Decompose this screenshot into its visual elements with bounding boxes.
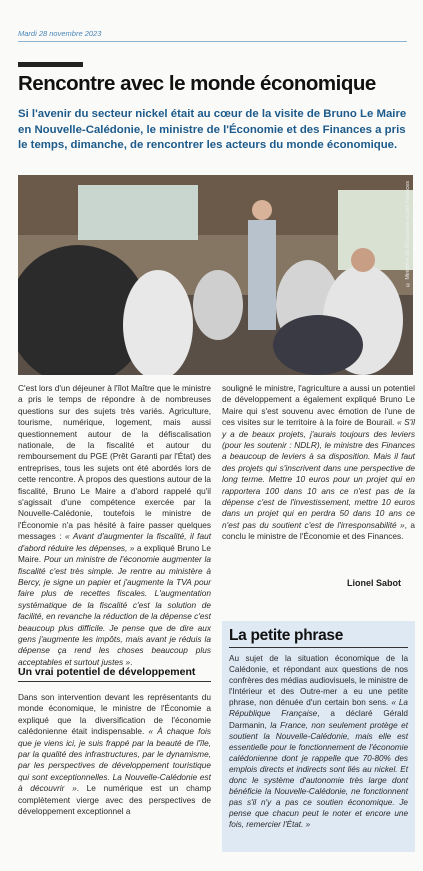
article-photo (18, 175, 413, 375)
box-text: , a déclaré Gérald Darmanin, (229, 709, 408, 730)
photo-credit: © Ministère de l'Économie et des Finances (405, 181, 411, 288)
issue-date: Mardi 28 novembre 2023 (18, 29, 102, 38)
box-quote: « La République Française (229, 698, 408, 719)
quote-text: « Avant d'augmenter la fiscalité, il faut d'abord réduire les dépenses, » (18, 531, 211, 553)
article-column-1 (18, 383, 211, 668)
box-quote: la France, non seulement protège et soutient la Nouvelle-Calédonie, mais elle est essentielle pour le fonctionnement de l'économie calédonienne dont je rappelle que 70-80% des emplois directs et indirects sont liés au nickel. Et donc le système d'autonomie très large dont bénéficie la Nouvelle-Calédonie, ne fonctionnent pas s'il n'y a pas ce soutien économique. Je pense que chacun peut le noter et encore une fois, remercier l'État. » (229, 720, 408, 830)
paragraph-text: Dans son intervention devant les représentants du monde économique, le ministre de l'Économie a expliqué que la diversification de l'économie calédonienne était indispensable. (18, 692, 211, 737)
column-2-paragraph (222, 383, 415, 543)
author-signature: Lionel Sabot (347, 578, 401, 588)
box-text: Au sujet de la situation économique de la Calédonie, et répondant aux questions de nos confrères des médias audiovisuels, le ministre de l'Intérieur et des Outre-mer a eu une petite phrase, non dénuée d'un certain bon sens. (229, 654, 408, 708)
sidebar-box-text (229, 653, 408, 831)
sidebar-box-title: La petite phrase (229, 627, 408, 648)
paragraph-text: . Le numérique est un champ complètement vierge avec des perspectives de développement exceptionnel a (18, 783, 211, 817)
quote-text: « À chaque fois que je viens ici, je suis frappé par la beauté de l'île, par la qualité des infrastructures, par le dynamisme, par les perspectives de développement touristique qui sont exceptionnelles. La Nouvelle-Calédonie est à découvrir » (18, 726, 211, 794)
article-title: Rencontre avec le monde économique (18, 72, 376, 95)
header-rule (18, 41, 407, 42)
article-column-2 (222, 383, 415, 543)
title-accent-bar (18, 62, 83, 67)
paragraph-text: . (130, 656, 133, 667)
paragraph-text: , a conclu le ministre de l'Économie et des Finances. (222, 519, 415, 542)
paragraph-text: C'est lors d'un déjeuner à l'îlot Maître que le ministre a pris le temps de répondre à de nombreuses questions sur des sujets très variés. Agriculture, tourisme, numérique, logement, mais aussi questionnement autour de la défiscalisation nationale, de la fiscalité et autour du remboursement du PGE (Prêt Garanti par l'État) des entreprises, tous les sujets ont été abordés lors de cette rencontre. À propos des questions autour de la fiscalité, Bruno Le Maire a d'abord rappelé qu'il s'agissait d'une compétence exercée par la Nouvelle-Calédonie, toutefois le ministre de l'Économie n'a pas hésité à faire passer quelques messages : (18, 383, 211, 542)
paragraph-text: a expliqué Bruno Le Maire. (18, 542, 211, 565)
sidebar-box (222, 621, 415, 852)
photo-illustration (18, 175, 413, 375)
quote-text: « S'il y a de beaux projets, j'aurais toujours des leviers (pour les soutenir : NDLR), le ministre des Finances a beaucoup de leviers à sa disposition. Mais il faut des projets qui s'inscrivent dans une perspective de long terme. Mettre 10 euros pour un projet qui en rapportera 100 dans 10 ans ce n'est pas de la dépense c'est de l'investissement, mettre 10 euros dans un projet qui en perdra 50 dans 10 ans ce n'est pas du soutient c'est de l'irresponsabilité » (222, 417, 415, 530)
column-1-paragraph-2 (18, 692, 211, 817)
article-column-1-continued (18, 692, 211, 817)
section-subhead: Un vrai potentiel de développement (18, 666, 211, 682)
article-lede: Si l'avenir du secteur nickel était au cœur de la visite de Bruno Le Maire en Nouvelle-Calédonie, le ministre de l'Économie et des Finances a pris le temps, dimanche, de rencontrer les acteurs du monde économique. (18, 108, 407, 151)
paragraph-text: souligné le ministre, l'agriculture a aussi un potentiel de développement a également expliqué Bruno Le Maire qui s'est souvenu avec émotion de l'une de ces visites sur le territoire à la foire de Bourail. (222, 383, 415, 428)
quote-text: Pour un ministre de l'économie augmenter la fiscalité c'est très simple. Je rentre au ministère à Bercy, je signe un papier et j'augmente la TVA pour faire plus de recettes fiscales. L'augmentation systématique de la fiscalité c'est la solution de facilité, en revanche la réduction de la dépense c'est beaucoup plus difficile. Je pense que de dire aux gens j'augmente les impôts, mais avant je réduis la dépense ça rend les choses beaucoup plus acceptables et surtout justes » (18, 554, 211, 667)
column-1-paragraph (18, 383, 211, 668)
